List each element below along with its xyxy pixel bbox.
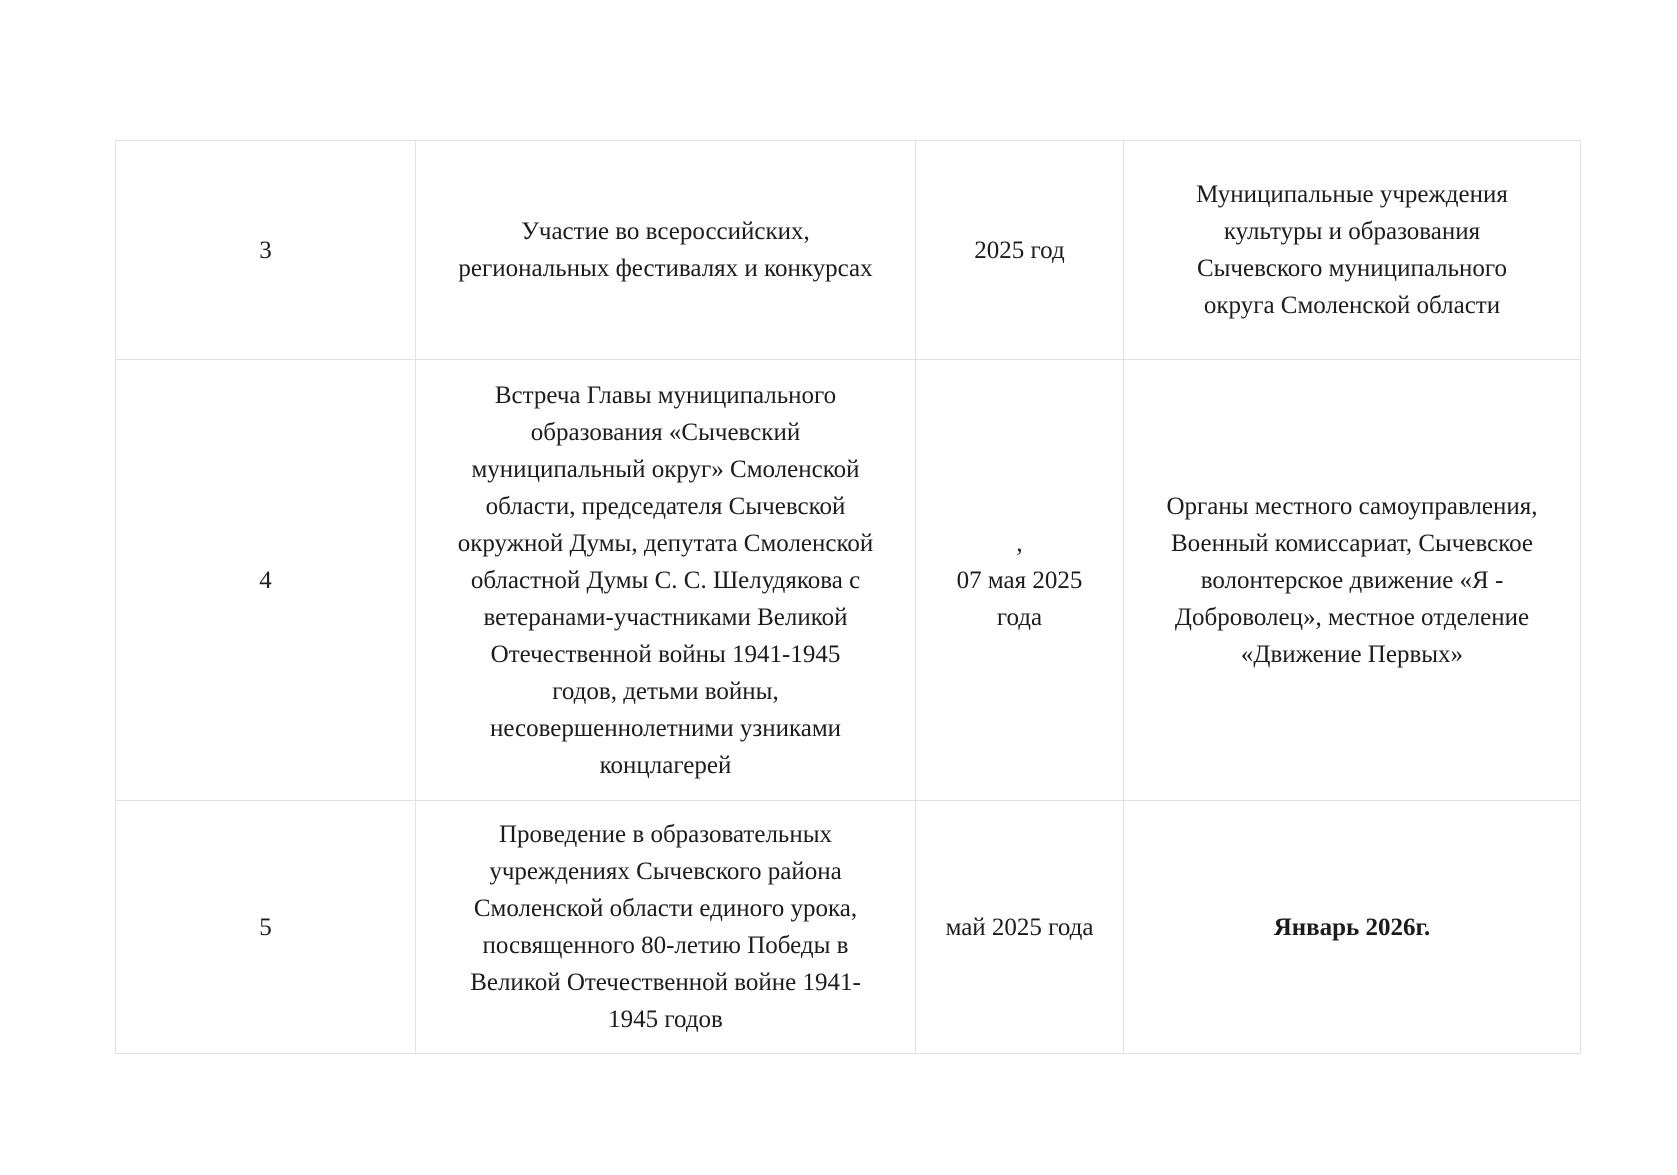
event-date: , 07 мая 2025 года [916,360,1124,801]
row-number: 3 [116,141,416,360]
row-number: 5 [116,801,416,1054]
table-row [116,801,1581,1054]
event-description: Встреча Главы муниципального образования «Сычевский муниципальный округ» Смоленской области, председателя Сычевской окружной Думы, депутата Смоленской областной Думы С. С. Шелудякова с ветеранами-участниками Великой Отечественной войны 1941-1945 годов, детьми войны, несовершеннолетними узниками концлагерей [416,360,916,801]
table-row [116,360,1581,801]
event-date: 2025 год [916,141,1124,360]
responsible-parties: Органы местного самоуправления, Военный комиссариат, Сычевское волонтерское движение «Я - Доброволец», местное отделение «Движение Первых» [1124,360,1581,801]
event-description: Проведение в образовательных учреждениях Сычевского района Смоленской области единого урока, посвященного 80-летию Победы в Великой Отечественной войне 1941- 1945 годов [416,801,916,1054]
events-table [115,140,1581,1054]
responsible-parties: Январь 2026г. [1124,801,1581,1054]
event-date: май 2025 года [916,801,1124,1054]
responsible-parties: Муниципальные учреждения культуры и образования Сычевского муниципального округа Смоленской области [1124,141,1581,360]
event-description: Участие во всероссийских, региональных фестивалях и конкурсах [416,141,916,360]
row-number: 4 [116,360,416,801]
table-row [116,141,1581,360]
